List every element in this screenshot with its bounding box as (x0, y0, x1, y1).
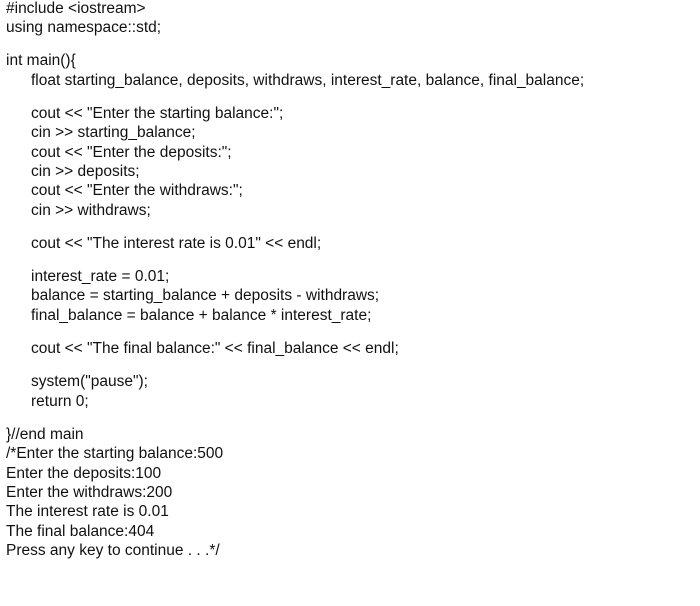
code-line-prompt-withdraw: cout << "Enter the withdraws:"; (31, 182, 243, 199)
code-line-final-output: cout << "The final balance:" << final_balance << endl; (31, 340, 399, 357)
output-line-withdraws: Enter the withdraws:200 (6, 484, 173, 501)
code-line-interest-output: cout << "The interest rate is 0.01" << endl; (31, 235, 322, 252)
code-line-main-open: int main(){ (6, 52, 76, 69)
code-line-system-pause: system("pause"); (31, 373, 148, 390)
output-line-final: The final balance:404 (6, 523, 155, 540)
code-line-cin-withdraw: cin >> withdraws; (31, 202, 151, 219)
code-line-balance-assign: balance = starting_balance + deposits - withdraws; (31, 287, 380, 304)
code-line-namespace: using namespace::std; (6, 19, 162, 36)
output-line-interest: The interest rate is 0.01 (6, 503, 169, 520)
code-line-prompt-start: cout << "Enter the starting balance:"; (31, 105, 284, 122)
code-line-include: #include <iostream> (6, 0, 146, 17)
code-line-main-close: }//end main (6, 426, 84, 443)
code-line-cin-deposit: cin >> deposits; (31, 163, 140, 180)
output-line-start: /*Enter the starting balance:500 (6, 445, 224, 462)
code-line-prompt-deposit: cout << "Enter the deposits:"; (31, 144, 232, 161)
output-line-deposits: Enter the deposits:100 (6, 465, 162, 482)
code-line-return: return 0; (31, 393, 89, 410)
code-line-interest-assign: interest_rate = 0.01; (31, 268, 170, 285)
output-line-continue: Press any key to continue . . .*/ (6, 542, 220, 559)
code-line-final-assign: final_balance = balance + balance * interest_rate; (31, 307, 372, 324)
code-line-cin-start: cin >> starting_balance; (31, 124, 196, 141)
code-line-declarations: float starting_balance, deposits, withdraws, interest_rate, balance, final_balance; (31, 72, 585, 89)
